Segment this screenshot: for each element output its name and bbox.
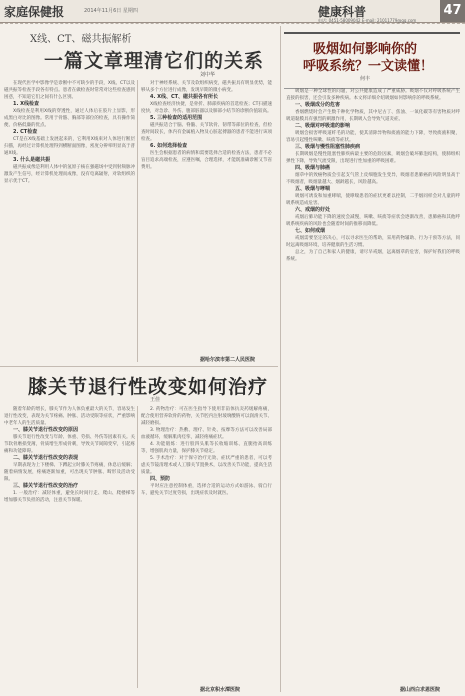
subheading: 三、膝关节退行性改变的治疗 (13, 483, 79, 489)
paragraph: 戒烟后肺功能下降的速度会减慢，咳嗽、咳痰等症状会逐渐改善，患肺癌和其他呼吸系统疾病的风险也会随着时间的推移而降低。 (286, 215, 460, 227)
paragraph: 磁共振成像是利用人体中的氢原子核在强磁场中受到射频脉冲激发产生信号，经计算机处理而成像，没有电离辐射，对软组织的显示优于CT。 (4, 165, 135, 184)
article-source: 据北京积水潭医院 (200, 687, 241, 693)
subheading: 二、膝关节退行性改变的表现 (13, 455, 79, 461)
article-title: 膝关节退行性改变如何治疗 (28, 376, 269, 398)
subheading: 四、吸烟与肺癌 (295, 165, 331, 171)
paragraph: 吸烟是一种全球性的问题，对公共健康造成了严重威胁。吸烟不仅对呼吸系统产生直接的损害，还会引发多种疾病。本文将详细介绍吸烟如何影响你的呼吸系统。 (286, 89, 460, 101)
article-column-1 (4, 80, 135, 364)
subheading: 3. 什么是磁共振 (13, 157, 51, 163)
article-author: 刘中华 (200, 72, 216, 78)
subheading: 七、如何戒烟 (295, 228, 326, 234)
paragraph: 2. 药物治疗：可在医生指导下使用非甾体抗炎药缓解疼痛，配合使用营养软骨的药物，关节腔内注射玻璃酸钠可以润滑关节、减轻磨损。 (141, 407, 272, 426)
paragraph: X线检查是利用X线的穿透性，通过人体后在胶片上显影，形成黑白对比的图像。常用于骨骼、胸部等部位的检查，具有操作简便、价格低廉的优点。 (4, 109, 135, 128)
header-divider (0, 23, 465, 24)
paragraph: 随着年龄的增长，膝关节作为人体负重最大的关节，容易发生退行性改变，表现为关节疼痛、肿胀、活动受限等症状，严重影响中老年人的生活质量。 (4, 407, 135, 426)
article-title-line-1: 吸烟如何影响你的 (313, 42, 418, 57)
article-column-2 (141, 80, 272, 354)
paragraph: 磁共振适合于脑、脊髓、关节软骨、韧带等部位的检查，但检查时间较长，体内有金属植入物及心脏起搏器的患者不能进行该项检查。 (141, 123, 272, 142)
paragraph: 1. 一般治疗：减轻体重，避免长时间行走、爬山、爬楼梯等增加膝关节负担的活动，注意关节保暖。 (4, 491, 135, 503)
article-source: 据山西白求恩医院 (400, 687, 441, 693)
issue-date: 2014年11月6日 星期四 (84, 8, 138, 14)
paragraph: 医生会根据患者的病情和需要选择合适的检查方法，患者不必盲目追求高端检查，应遵医嘱，合理选择，才能既准确诊断又节省费用。 (141, 151, 272, 170)
subheading: 4. X线、CT、磁共振各有所长 (150, 94, 219, 100)
subheading: 三、吸烟与慢性阻塞性肺疾病 (295, 144, 361, 150)
paragraph: X线检查经济快捷，是骨折、肺部疾病的首选检查；CT扫描速度快，对急诊、外伤、腹部脏器以及肺部小结节的诊断价值较高。 (141, 102, 272, 114)
subheading: 5. 三种检查的适用范围 (150, 115, 203, 121)
subheading: 四、预防 (150, 476, 171, 482)
paragraph: 在现代医学中影像学是诊断中不可缺少的手段，X线、CT以及磁共振等检查手段各有特点。患者在做检查时常常对这些检查感到困惑，不知道它们之间有什么区别。 (4, 81, 135, 100)
paragraph: 早期表现为上下楼梯、下蹲起立时膝关节疼痛，休息后缓解；随着病情发展，疼痛逐渐加重，可出现关节肿胀、畸形及活动受限。 (4, 463, 135, 482)
subheading: 二、吸烟对呼吸道的影响 (295, 123, 351, 129)
paragraph: 总之，为了自己和家人的健康，请尽早戒烟，远离烟草的危害，保护好我们的呼吸系统。 (286, 250, 460, 262)
paragraph: 3. 物理治疗：热敷、理疗、针灸、按摩等方法可以改善局部血液循环，缓解肌肉痉挛，减轻疼痛症状。 (141, 428, 272, 440)
subheading: 2. CT检查 (13, 129, 38, 135)
section-divider (280, 26, 281, 692)
paragraph: 膝关节退行性改变与年龄、体重、劳损、外伤等因素有关。关节软骨磨损变薄，骨质增生形成骨刺，导致关节间隙变窄，引起疼痛和功能障碍。 (4, 435, 135, 454)
article-author: 王佳 (150, 397, 161, 403)
paragraph: 烟草中的致癌物质会引起支气管上皮细胞发生变异，吸烟者患肺癌的风险明显高于不吸烟者，吸烟量越大、烟龄越长，风险越高。 (286, 173, 460, 185)
article-kicker: X线、CT、磁共振解析 (30, 34, 132, 45)
paragraph: 香烟燃烧时会产生数千种化学物质，其中尼古丁、焦油、一氧化碳等有害物质对呼吸道黏膜具有强烈的刺激作用，长期吸入会导致气道炎症。 (286, 110, 460, 122)
paragraph: 4. 功能锻炼：进行股四头肌等长收缩训练、直腿抬高训练等，增强肌肉力量，保护膝关节稳定。 (141, 442, 272, 454)
paragraph: 对于神经系统、关节及软组织病变，磁共振具有明显优势，能够从多个方位进行成像，发现早期的微小病变。 (141, 81, 272, 93)
newspaper-name: 家庭保健报 (4, 5, 65, 19)
column-divider (137, 406, 138, 688)
page-number: 47 (440, 0, 465, 22)
paragraph: 平时应注意控制体重，选择合适的运动方式如游泳、骑自行车，避免关节过度劳损，出现症状及时就医。 (141, 484, 272, 496)
paragraph: 吸烟可诱发和加重哮喘，使哮喘患者的症状更难以控制，二手烟同样会对儿童的呼吸系统造成危害。 (286, 194, 460, 206)
article-title-line-2: 呼吸系统？一文读懂！ (303, 59, 434, 74)
subheading: 五、吸烟与哮喘 (295, 186, 331, 192)
contact-line: 电话: 0451-58009042 E-mail: 21011779@qq.com (318, 18, 417, 23)
subheading: 一、吸烟成分的危害 (295, 102, 341, 108)
paragraph: 5. 手术治疗：对于保守治疗无效、症状严重的患者，可以考虑关节镜清理术或人工膝关节置换术，以改善关节功能，提高生活质量。 (141, 456, 272, 475)
subheading: 1. X线检查 (13, 101, 39, 107)
article-body (286, 88, 460, 686)
subheading: 一、膝关节退行性改变的原因 (13, 427, 79, 433)
paragraph: 长期吸烟是慢性阻塞性肺疾病最主要的危险因素，吸烟会破坏肺泡结构，使肺组织弹性下降，导致气流受限，出现进行性加重的呼吸困难。 (286, 152, 460, 164)
subheading: 6. 如何选择检查 (150, 143, 188, 149)
paragraph: 吸烟会损害呼吸道纤毛的功能，使其清除异物和痰液的能力下降，导致痰液积聚，容易引起慢性咳嗽、咳痰等症状。 (286, 131, 460, 143)
article-column-1 (4, 406, 135, 690)
paragraph: 戒烟需要坚定的决心，可以寻求医生的帮助，采用药物辅助、行为干预等方法，同时远离吸烟环境，培养健康的生活习惯。 (286, 236, 460, 248)
subheading: 六、戒烟的好处 (295, 207, 331, 213)
article-separator (0, 366, 278, 367)
article-title: 一篇文章理清它们的关系 (44, 50, 265, 72)
column-divider (137, 80, 138, 362)
article-source: 据哈尔滨市第二人民医院 (200, 357, 256, 363)
article-column-2 (141, 406, 272, 686)
paragraph: CT是在X线基础上发展起来的，它利用X线束对人体进行断层扫描，再经过计算机处理得到横断面图像，密度分辨率明显高于普通X线。 (4, 137, 135, 156)
article-author: 何丰 (360, 76, 371, 82)
section-title: 健康科普 (318, 5, 367, 19)
